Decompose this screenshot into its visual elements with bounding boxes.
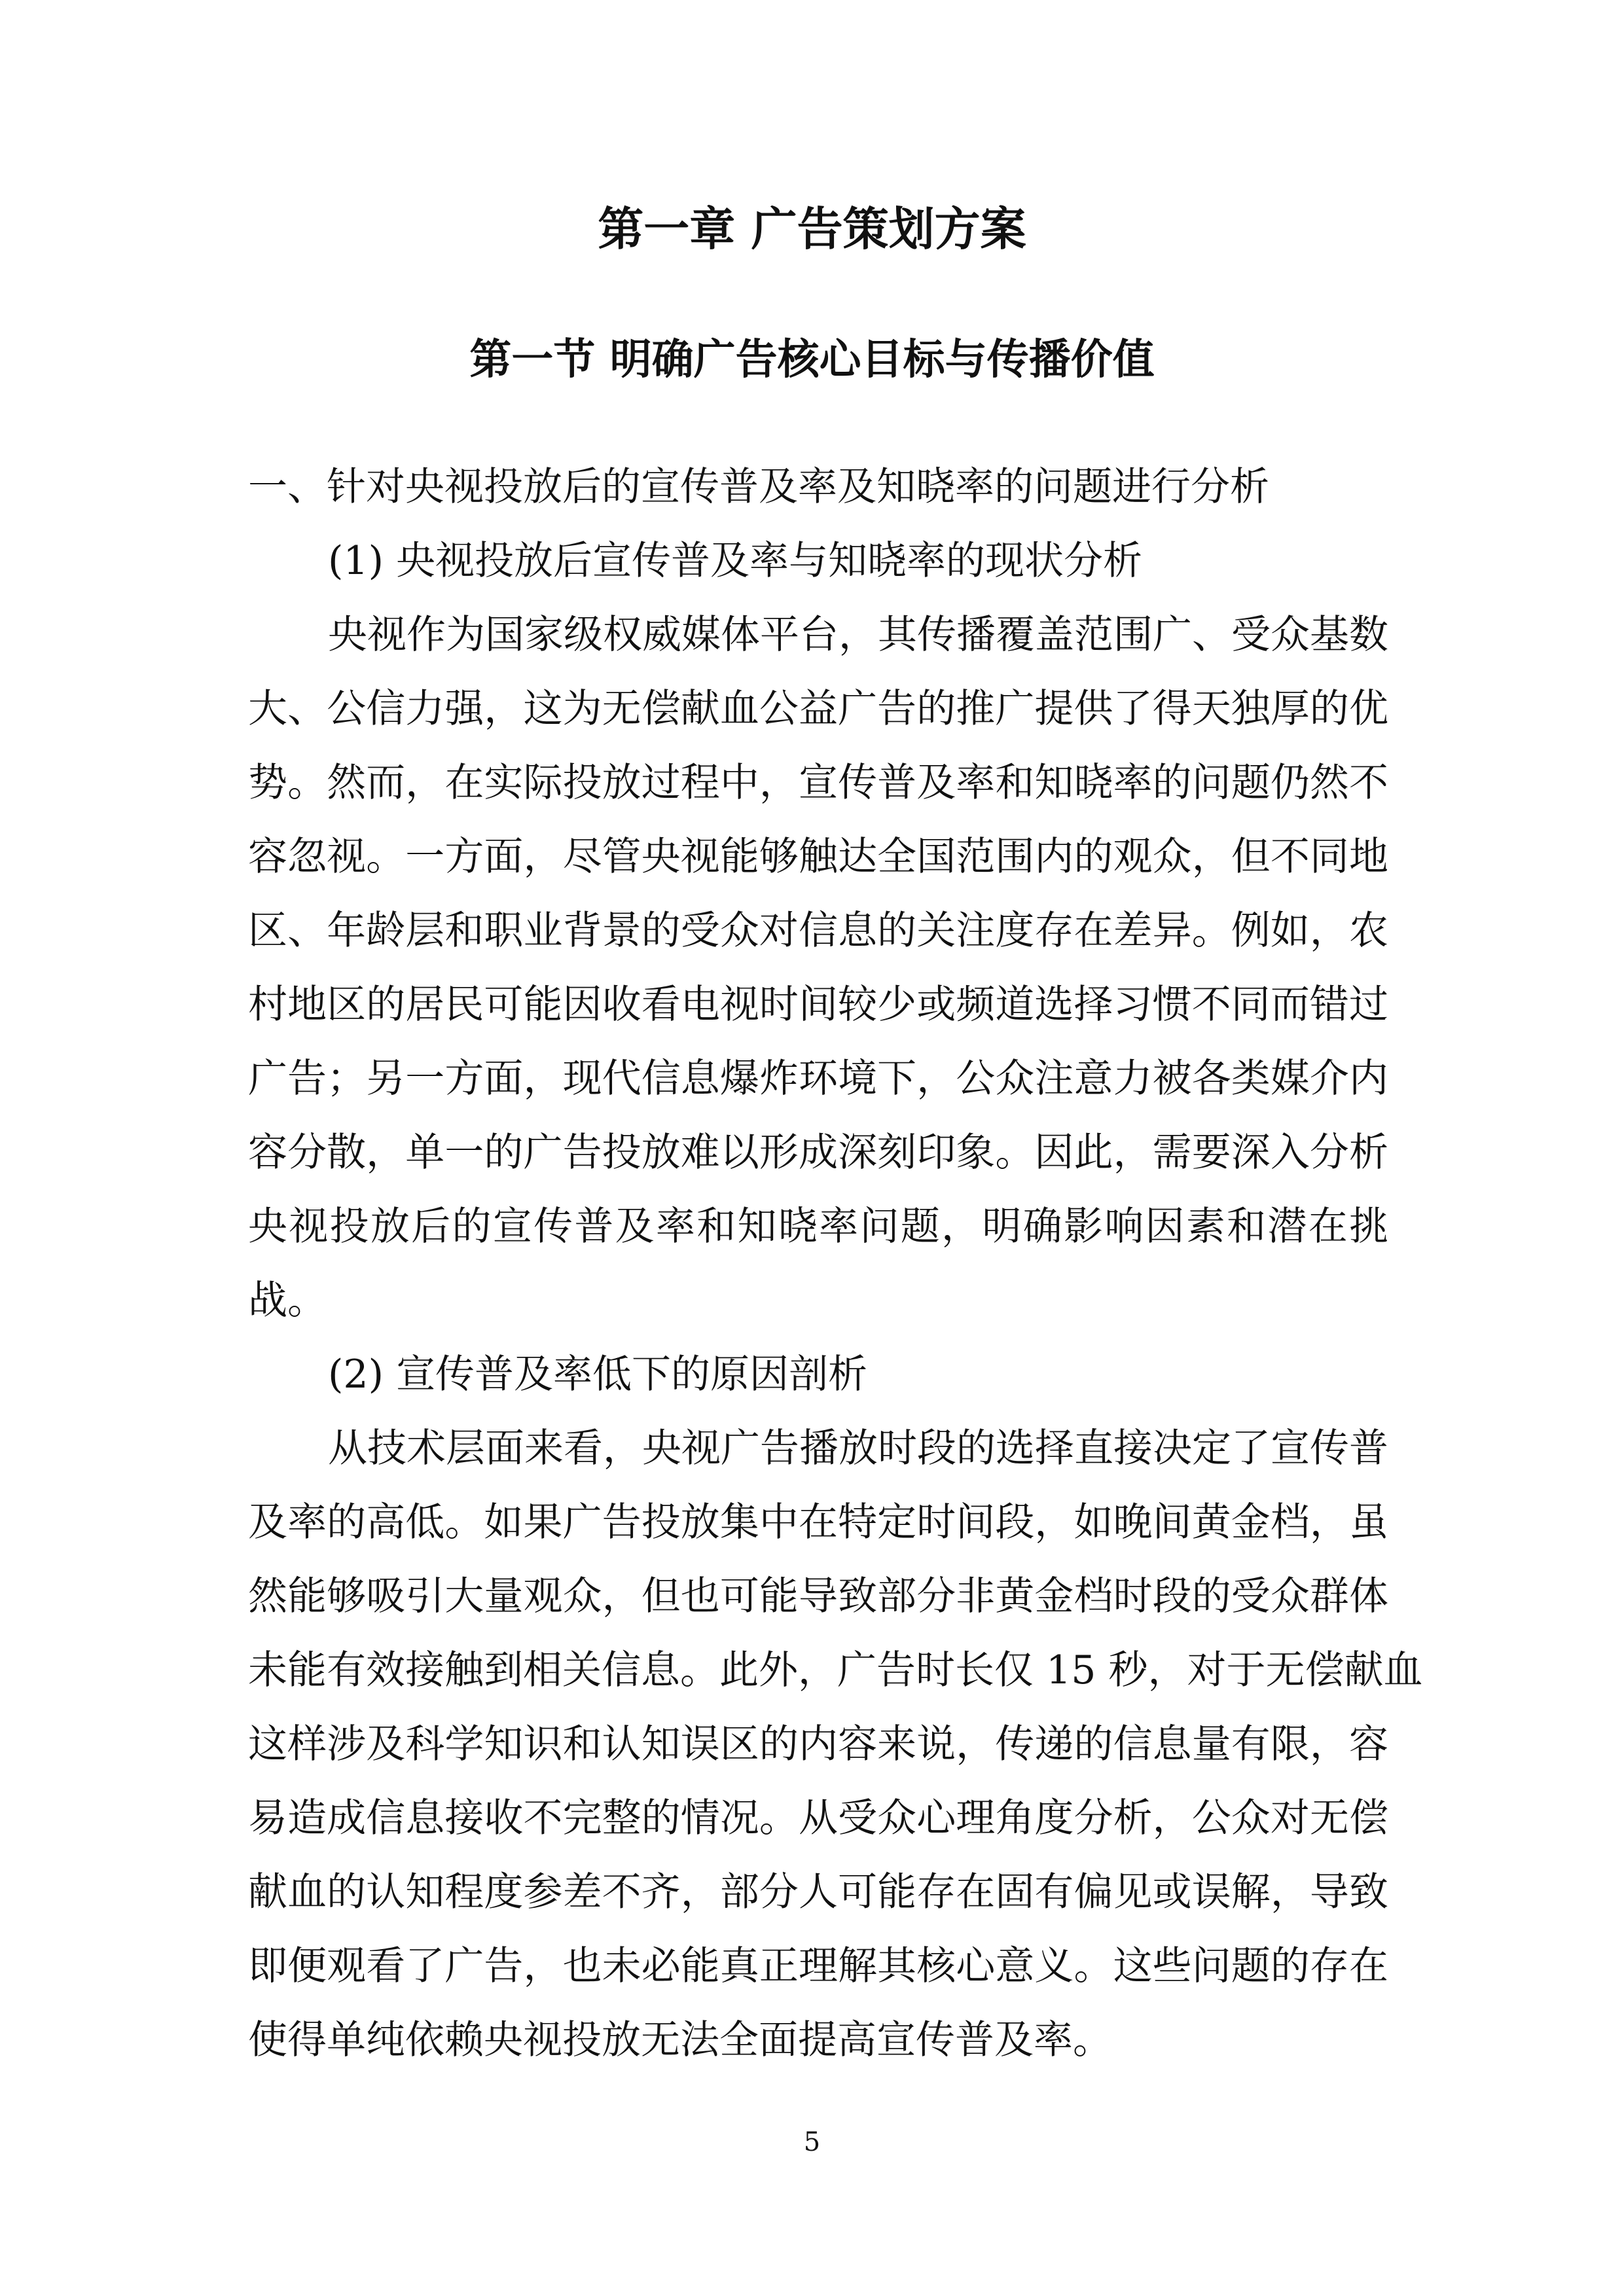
- heading-1: 一、针对央视投放后的宣传普及率及知晓率的问题进行分析: [248, 464, 1269, 510]
- subheading-1: (1) 央视投放后宣传普及率与知晓率的现状分析: [328, 538, 1143, 584]
- subheading-2: (2) 宣传普及率低下的原因剖析: [328, 1352, 868, 1397]
- paragraph-2: [248, 1412, 1423, 2077]
- paragraph-line: 势。然而，在实际投放过程中，宣传普及率和知晓率的问题仍然不: [248, 760, 1388, 806]
- paragraph-line: 从技术层面来看，央视广告播放时段的选择直接决定了宣传普: [328, 1426, 1388, 1471]
- paragraph-line: 战。: [248, 1278, 327, 1323]
- paragraph-line: 村地区的居民可能因收看电视时间较少或频道选择习惯不同而错过: [248, 982, 1388, 1028]
- paragraph-line: 使得单纯依赖央视投放无法全面提高宣传普及率。: [248, 2017, 1112, 2063]
- body-text: [248, 450, 1423, 2077]
- paragraph-line: 容分散，单一的广告投放难以形成深刻印象。因此，需要深入分析: [248, 1130, 1388, 1175]
- paragraph-line: 然能够吸引大量观众，但也可能导致部分非黄金档时段的受众群体: [248, 1573, 1388, 1619]
- section-title: 第一节 明确广告核心目标与传播价值: [469, 335, 1155, 384]
- paragraph-line: 区、年龄层和职业背景的受众对信息的关注度存在差异。例如，农: [248, 908, 1388, 954]
- paragraph-line: 央视作为国家级权威媒体平台，其传播覆盖范围广、受众基数: [328, 612, 1388, 658]
- paragraph-line: 即便观看了广告，也未必能真正理解其核心意义。这些问题的存在: [248, 1943, 1388, 1989]
- page-number: 5: [803, 2127, 821, 2157]
- paragraph-line: 广告；另一方面，现代信息爆炸环境下，公众注意力被各类媒介内: [248, 1056, 1388, 1102]
- paragraph-line: 献血的认知程度参差不齐，部分人可能存在固有偏见或误解，导致: [248, 1869, 1388, 1915]
- paragraph-line: 这样涉及科学知识和认知误区的内容来说，传递的信息量有限，容: [248, 1721, 1388, 1767]
- paragraph-line: 未能有效接触到相关信息。此外，广告时长仅 15 秒，对于无偿献血: [248, 1647, 1423, 1693]
- paragraph-line: 央视投放后的宣传普及率和知晓率问题，明确影响因素和潜在挑: [248, 1204, 1388, 1249]
- paragraph-line: 大、公信力强，这为无偿献血公益广告的推广提供了得天独厚的优: [248, 686, 1388, 732]
- paragraph-line: 易造成信息接收不完整的情况。从受众心理角度分析，公众对无偿: [248, 1795, 1388, 1841]
- paragraph-line: 及率的高低。如果广告投放集中在特定时间段，如晚间黄金档，虽: [248, 1499, 1388, 1545]
- chapter-title: 第一章 广告策划方案: [598, 202, 1026, 256]
- paragraph-line: 容忽视。一方面，尽管央视能够触达全国范围内的观众，但不同地: [248, 834, 1388, 880]
- paragraph-1: [248, 598, 1388, 1338]
